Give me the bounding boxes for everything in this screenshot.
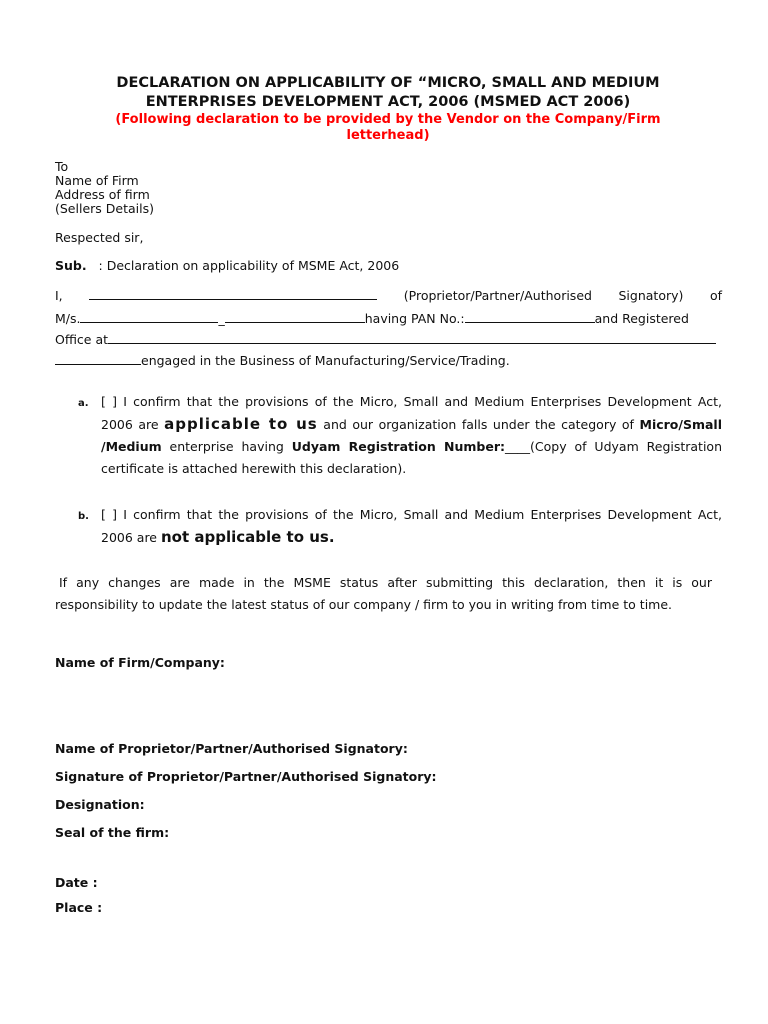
salutation: Respected sir, <box>55 230 144 245</box>
pan-blank <box>465 309 595 323</box>
option-a-suffix: (Copy of Udyam Registration certificate is attached herewith this declaration). <box>101 439 723 476</box>
underscore-join: _ <box>218 311 225 326</box>
firm-pan-line <box>55 309 689 326</box>
signatory-text: Signatory) <box>618 288 684 303</box>
address-of-firm: Address of firm <box>55 187 150 202</box>
option-b-emphasis: not applicable to us. <box>160 528 335 546</box>
subject-text: : Declaration on applicability of MSME Act, 2006 <box>98 258 400 273</box>
office-line <box>55 330 716 347</box>
business-text: engaged in the Business of Manufacturing/Service/Trading. <box>141 353 510 368</box>
udyam-registration-blank: ____ <box>505 439 531 454</box>
address-sellers-details: (Sellers Details) <box>55 201 154 216</box>
field-firm-company: Name of Firm/Company: <box>55 655 225 670</box>
declarant-name-blank <box>89 286 377 300</box>
title-line-2: ENTERPRISES DEVELOPMENT ACT, 2006 (MSMED ACT 2006) <box>145 94 631 110</box>
title-line-1: DECLARATION ON APPLICABILITY OF “MICRO, SMALL AND MEDIUM <box>116 75 660 91</box>
subject-label: Sub. <box>55 258 87 273</box>
letterhead-note-line-2: letterhead) <box>346 128 430 143</box>
field-place: Place : <box>55 900 103 915</box>
letterhead-note <box>55 112 721 144</box>
field-date: Date : <box>55 875 98 890</box>
ms-label: M/s. <box>55 311 81 326</box>
udyam-registration-label: Udyam Registration Number: <box>291 439 506 454</box>
document-title <box>55 74 721 112</box>
option-a-emphasis: applicable to us <box>164 415 318 433</box>
office-address-blank <box>108 330 716 344</box>
business-line <box>55 351 510 368</box>
field-seal: Seal of the firm: <box>55 825 170 840</box>
firm-name-blank <box>80 309 218 323</box>
option-a-prefix: [ ] I confirm that the provisions of the Micro, Small and Medium Enterprises Development Act, 2006 are <box>101 394 722 432</box>
option-a-middle: and our organization falls under the category of <box>323 417 634 432</box>
subject-line <box>55 259 399 273</box>
option-b-text <box>101 504 722 549</box>
i-label: I, <box>55 288 63 303</box>
option-a-text <box>101 391 722 480</box>
address-name-of-firm: Name of Firm <box>55 173 139 188</box>
option-b-marker: b. <box>78 511 89 522</box>
field-proprietor-name: Name of Proprietor/Partner/Authorised Signatory: <box>55 741 408 756</box>
registered-text: and Registered <box>594 311 689 326</box>
firm-name-blank-2 <box>225 309 365 323</box>
address-to: To <box>55 159 69 174</box>
option-b-prefix: [ ] I confirm that the provisions of the Micro, Small and Medium Enterprises Development Act, 2006 are <box>101 507 722 545</box>
office-address-blank-2 <box>55 351 141 365</box>
field-proprietor-signature: Signature of Proprietor/Partner/Authorised Signatory: <box>55 769 437 784</box>
of-text: of <box>709 288 722 303</box>
closing-paragraph: If any changes are made in the MSME status after submitting this declaration, then it is our responsibility to update the latest status of our company / firm to you in writing from time to time. <box>55 575 712 612</box>
letterhead-note-line-1: (Following declaration to be provided by the Vendor on the Company/Firm <box>115 112 661 127</box>
option-a-having: enterprise having <box>169 439 284 454</box>
pan-text: having PAN No.: <box>364 311 465 326</box>
declarant-line <box>55 286 722 303</box>
office-label: Office at <box>55 332 109 347</box>
field-designation: Designation: <box>55 797 145 812</box>
option-a-marker: a. <box>78 398 89 409</box>
option-a-category: Micro/Small /Medium <box>101 417 722 454</box>
role-text: (Proprietor/Partner/Authorised <box>403 288 592 303</box>
